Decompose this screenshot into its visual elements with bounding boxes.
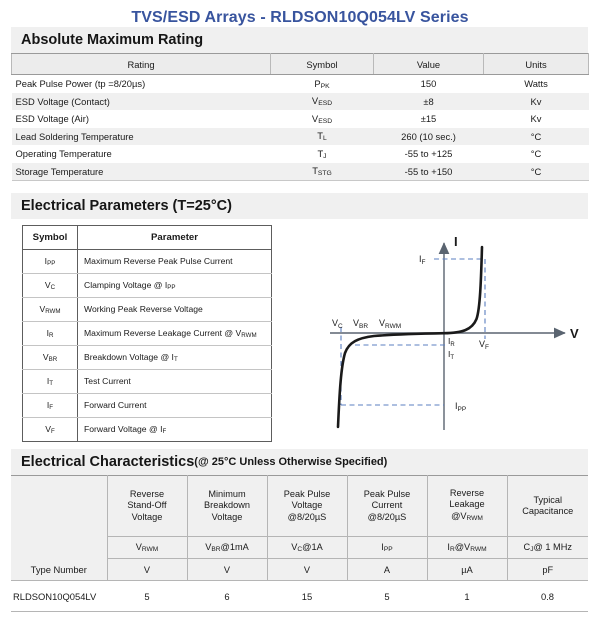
cell-parameter: [78, 346, 272, 370]
header-sub: RWM: [466, 514, 483, 522]
header-line: Leakage: [449, 499, 485, 510]
unit-header-0: V: [107, 559, 187, 581]
cell-symbol: [23, 394, 78, 418]
spacer: [0, 181, 600, 193]
header-line: Current: [371, 500, 403, 511]
symbol-main: I: [447, 541, 450, 552]
column-header-typical-capacitance: [507, 476, 588, 537]
electrical-parameters-table: [22, 225, 272, 442]
table-row: [23, 394, 272, 418]
parameter-text: Forward Voltage @ I: [84, 423, 163, 434]
column-header-symbol: Symbol: [271, 54, 374, 75]
electrical-characteristics-table-wrap: [11, 475, 588, 612]
symbol-tail: @1mA: [220, 541, 249, 552]
header-line: Breakdown: [204, 500, 250, 511]
unit-header-4: µA: [427, 559, 507, 581]
header-line: @8/20µS: [287, 511, 327, 522]
symbol-sub: BR: [48, 356, 58, 364]
symbol-sub: PP: [47, 260, 56, 268]
cell-parameter: [78, 250, 272, 274]
cell-parameter: [78, 322, 272, 346]
column-header-parameter: Parameter: [78, 226, 272, 250]
cell-type-number: RLDSON10Q054LV: [11, 581, 107, 612]
symbol-main: V: [42, 351, 49, 362]
symbol-main: T: [317, 147, 324, 159]
absolute-maximum-rating-table-wrap: [11, 53, 588, 181]
cell-value: -55 to +125: [374, 145, 484, 163]
header-line: Voltage: [131, 511, 163, 522]
label-vf: $V_F$: [479, 339, 489, 351]
axis-label-current: I: [454, 234, 458, 249]
cell-units: Kv: [484, 93, 589, 111]
section-subtitle-electrical-characteristics: (@ 25°C Unless Otherwise Specified): [194, 456, 388, 468]
cell-value: -55 to +150: [374, 163, 484, 181]
symbol-header-ipp: [347, 537, 427, 559]
symbol-sub: PP: [383, 546, 393, 554]
cell-rating: ESD Voltage (Air): [12, 110, 271, 128]
symbol-main: I: [46, 399, 50, 410]
header-line: @8/20µS: [367, 511, 407, 522]
cell-value-cj: 0.8: [507, 581, 588, 612]
cell-parameter: [78, 274, 272, 298]
symbol-header-cj: [507, 537, 588, 559]
table-row: [23, 274, 272, 298]
unit-header-2: V: [267, 559, 347, 581]
symbol-sub: R: [48, 332, 54, 340]
label-vc: $V_C$: [332, 318, 343, 330]
table-row: [11, 581, 588, 612]
header-line: Peak Pulse: [363, 488, 411, 499]
section-header-absolute-maximum-rating: [11, 27, 588, 53]
cell-value-vbr: 6: [187, 581, 267, 612]
column-header-type-number: Type Number: [11, 476, 107, 581]
parameter-text: Forward Current: [84, 399, 147, 410]
electrical-characteristics-table: [11, 475, 588, 612]
cell-rating: Lead Soldering Temperature: [12, 128, 271, 146]
section-header-electrical-characteristics: [11, 449, 588, 475]
symbol-main: V: [45, 423, 51, 434]
header-line: Voltage: [211, 511, 243, 522]
symbol-sub: F: [50, 428, 55, 436]
cell-symbol: [271, 93, 374, 111]
symbol-tail-sub: RWM: [470, 546, 487, 554]
column-header-rating: Rating: [12, 54, 271, 75]
cell-rating: Storage Temperature: [12, 163, 271, 181]
symbol-sub: RWM: [141, 546, 159, 554]
table-row: [12, 163, 589, 181]
cell-parameter: [78, 418, 272, 442]
symbol-sub: C: [50, 284, 56, 292]
cell-value-vrwm: 5: [107, 581, 187, 612]
electrical-parameters-row: [0, 221, 600, 449]
symbol-header-vbr: [187, 537, 267, 559]
cell-units: °C: [484, 145, 589, 163]
header-line: Stand-Off: [127, 500, 167, 511]
electrical-parameters-table-wrap: [22, 225, 272, 442]
cell-symbol: [271, 145, 374, 163]
unit-header-1: V: [187, 559, 267, 581]
symbol-main: V: [205, 541, 212, 552]
parameter-sub: T: [173, 356, 178, 364]
symbol-sub: F: [49, 404, 54, 412]
cell-symbol: [23, 322, 78, 346]
header-line: Capacitance: [522, 506, 574, 516]
cell-symbol: [23, 298, 78, 322]
column-header-peak-pulse-current: [347, 476, 427, 537]
iv-curve: [338, 247, 482, 427]
page-title: TVS/ESD Arrays - RLDSON10Q054LV Series: [131, 9, 469, 26]
table-row: [23, 250, 272, 274]
axis-label-voltage: V: [570, 326, 579, 341]
table-row: [23, 418, 272, 442]
symbol-main: I: [381, 541, 384, 552]
table-row: [12, 128, 589, 146]
symbol-sub: RWM: [45, 308, 61, 316]
header-line: Peak Pulse: [283, 488, 331, 499]
parameter-text: Breakdown Voltage @ I: [84, 351, 174, 362]
header-line: Typical: [533, 494, 563, 505]
parameter-sub: F: [162, 428, 167, 436]
column-header-reverse-standoff-voltage: [107, 476, 187, 537]
symbol-sub: J: [323, 152, 327, 160]
cell-symbol: [23, 346, 78, 370]
cell-symbol: [23, 274, 78, 298]
table-row: [12, 110, 589, 128]
unit-header-3: A: [347, 559, 427, 581]
parameter-text: Clamping Voltage @ I: [84, 279, 168, 290]
cell-rating: ESD Voltage (Contact): [12, 93, 271, 111]
section-title-absolute-maximum-rating: Absolute Maximum Rating: [21, 32, 204, 48]
symbol-main: V: [291, 541, 298, 552]
symbol-sub: R: [449, 546, 455, 554]
symbol-tail: @1A: [302, 541, 323, 552]
symbol-sub: C: [297, 546, 303, 554]
parameter-text: Maximum Reverse Peak Pulse Current: [84, 255, 233, 266]
cell-rating: Peak Pulse Power (tp =8/20µs): [12, 75, 271, 93]
header-line: @V: [451, 510, 467, 521]
parameter-sub: RWM: [241, 332, 257, 340]
table-header-row: [12, 54, 589, 75]
symbol-sub: PK: [320, 82, 330, 90]
label-if: $I_F$: [419, 254, 426, 266]
cell-parameter: [78, 370, 272, 394]
symbol-main: T: [312, 165, 318, 177]
cell-value: 150: [374, 75, 484, 93]
symbol-main: P: [314, 77, 321, 89]
cell-symbol: [271, 75, 374, 93]
symbol-header-vrwm: [107, 537, 187, 559]
column-header-units: Units: [484, 54, 589, 75]
table-row: [23, 322, 272, 346]
symbol-header-vc: [267, 537, 347, 559]
cell-symbol: [271, 110, 374, 128]
column-header-value: Value: [374, 54, 484, 75]
header-line: Voltage: [291, 500, 323, 511]
cell-symbol: [271, 128, 374, 146]
symbol-sub: STG: [317, 170, 332, 178]
symbol-sub: ESD: [318, 100, 333, 108]
absolute-maximum-rating-table: [11, 53, 589, 181]
cell-symbol: [271, 163, 374, 181]
table-row: [12, 93, 589, 111]
column-header-reverse-leakage: [427, 476, 507, 537]
label-ir: $I_R$: [448, 336, 455, 348]
label-vrwm: $V_{RWM}$: [379, 318, 402, 330]
parameter-text: Working Peak Reverse Voltage: [84, 303, 203, 314]
symbol-sub: BR: [211, 546, 221, 554]
symbol-main: V: [311, 95, 319, 107]
parameter-text: Maximum Reverse Leakage Current @ V: [84, 327, 242, 338]
table-row: [12, 145, 589, 163]
symbol-main: I: [46, 375, 50, 386]
header-line: Reverse: [449, 487, 485, 498]
table-row: [23, 370, 272, 394]
cell-symbol: [23, 418, 78, 442]
symbol-tail: @V: [454, 541, 471, 552]
cell-value: ±8: [374, 93, 484, 111]
iv-curve-diagram: [322, 227, 587, 442]
cell-value-ipp: 5: [347, 581, 427, 612]
column-header-minimum-breakdown-voltage: [187, 476, 267, 537]
symbol-main: T: [317, 130, 323, 142]
label-ipp: $I_{PP}$: [455, 401, 467, 413]
symbol-main: V: [135, 541, 142, 552]
cell-value-ir: 1: [427, 581, 507, 612]
cell-rating: Operating Temperature: [12, 145, 271, 163]
table-row: [12, 75, 589, 93]
symbol-header-ir: [427, 537, 507, 559]
symbol-main: I: [44, 255, 48, 266]
parameter-text: Test Current: [84, 375, 131, 386]
column-header-peak-pulse-voltage: [267, 476, 347, 537]
symbol-sub: J: [530, 546, 534, 554]
symbol-main: I: [46, 327, 49, 338]
cell-value: ±15: [374, 110, 484, 128]
table-header-row: [23, 226, 272, 250]
header-line: Reverse: [129, 488, 165, 499]
parameter-sub: PP: [167, 284, 176, 292]
cell-symbol: [23, 370, 78, 394]
section-header-electrical-parameters: [11, 193, 588, 219]
table-row: [23, 346, 272, 370]
cell-units: °C: [484, 163, 589, 181]
symbol-sub: L: [322, 135, 327, 143]
unit-header-5: pF: [507, 559, 588, 581]
section-title-electrical-characteristics: Electrical Characteristics: [21, 454, 195, 470]
header-line: Minimum: [208, 488, 246, 499]
symbol-sub: T: [49, 380, 54, 388]
cell-value: 260 (10 sec.): [374, 128, 484, 146]
cell-symbol: [23, 250, 78, 274]
cell-value-vc: 15: [267, 581, 347, 612]
cell-units: °C: [484, 128, 589, 146]
cell-units: Watts: [484, 75, 589, 93]
section-title-electrical-parameters: Electrical Parameters (T=25°C): [21, 198, 232, 214]
symbol-main: V: [39, 303, 46, 314]
table-row: [23, 298, 272, 322]
cell-parameter: [78, 394, 272, 418]
label-vbr: $V_{BR}$: [353, 318, 369, 330]
symbol-tail: @ 1 MHz: [533, 541, 572, 552]
column-header-symbol: Symbol: [23, 226, 78, 250]
cell-parameter: [78, 298, 272, 322]
symbol-main: V: [311, 112, 319, 124]
symbol-main: V: [44, 279, 51, 290]
cell-units: Kv: [484, 110, 589, 128]
symbol-main: C: [523, 541, 531, 552]
symbol-sub: ESD: [318, 117, 333, 125]
label-it: $I_T$: [448, 349, 455, 361]
table-header-row-names: [11, 476, 588, 537]
